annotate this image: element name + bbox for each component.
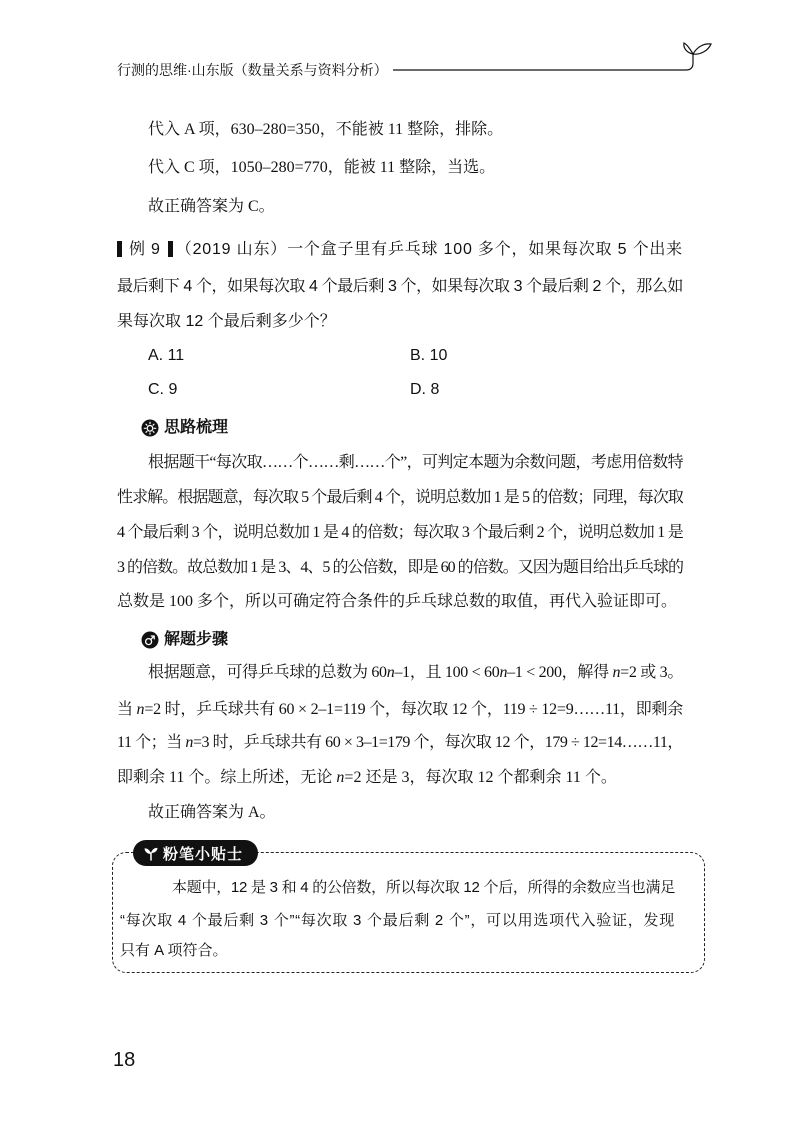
text-segment: =2 时，乒乓球共有 60 × 2–1=119 个，每次取 12 个，119 ÷ 12=9……11，即剩余 xyxy=(144,701,683,718)
tip-label xyxy=(133,840,258,866)
variable-n: n xyxy=(499,664,508,681)
tip-line: “每次取 4 个最后剩 3 个”“每次取 3 个最后剩 2 个”，可以用选项代入验证，发现 xyxy=(120,912,675,929)
solution-line xyxy=(117,732,683,754)
label-bar-left xyxy=(117,241,122,257)
analysis-line: 总数是 100 多个，所以可确定符合条件的乒乓球总数的取值，再代入验证即可。 xyxy=(117,593,678,610)
tip-line: 本题中，12 是 3 和 4 的公倍数，所以每次取 12 个后，所得的余数应当也满足 xyxy=(172,879,675,896)
solution-line xyxy=(117,767,683,789)
analysis-heading: 思路梳理 xyxy=(164,419,229,436)
text-segment: 即剩余 11 个。综上所述，无论 xyxy=(117,769,337,786)
tip-label-text: 粉笔小贴士 xyxy=(163,845,244,863)
question-text: 一个盒子里有乒乓球 100 多个，如果每次取 5 个出来 xyxy=(287,241,683,258)
example-label: 例 9 xyxy=(129,241,161,258)
text-segment: =2 或 3。 xyxy=(620,664,683,681)
variable-n: n xyxy=(612,664,621,681)
text-segment: 11 个；当 xyxy=(117,734,186,751)
question-line: 果每次取 12 个最后剩多少个？ xyxy=(117,313,336,330)
analysis-line: 3 的倍数。故总数加 1 是 3、4、5 的公倍数，即是 60 的倍数。又因为题目给出乒乓球的 xyxy=(117,559,683,576)
running-header-title: 行测的思维·山东版（数量关系与资料分析） xyxy=(117,61,393,79)
intro-line: 代入 C 项，1050–280=770，能被 11 整除，当选。 xyxy=(148,159,496,176)
sprout-icon xyxy=(143,845,159,861)
intro-answer-line: 故正确答案为 C。 xyxy=(148,198,275,215)
option-a: A. 11 xyxy=(148,347,185,364)
question-line: 最后剩下 4 个，如果每次取 4 个最后剩 3 个，如果每次取 3 个最后剩 2 个，那么如 xyxy=(117,278,683,295)
variable-n: n xyxy=(185,734,193,751)
option-d: D. 8 xyxy=(410,381,440,398)
text-segment: 当 xyxy=(117,701,137,718)
analysis-line: 根据题干“每次取……个……剩……个”，可判定本题为余数问题，考虑用倍数特 xyxy=(148,454,683,471)
text-segment: 根据题意，可得乒乓球的总数为 60 xyxy=(148,664,387,681)
intro-line: 代入 A 项，630–280=350，不能被 11 整除，排除。 xyxy=(148,121,504,138)
solution-heading: 解题步骤 xyxy=(164,631,229,648)
question-line xyxy=(117,239,683,261)
option-b: B. 10 xyxy=(410,347,448,364)
solution-line xyxy=(148,662,683,684)
key-icon xyxy=(141,631,159,649)
lightbulb-icon xyxy=(141,419,159,437)
text-segment: –1，且 100 < 60 xyxy=(394,664,500,681)
analysis-line: 性求解。根据题意，每次取 5 个最后剩 4 个，说明总数加 1 是 5 的倍数；同理，每次取 xyxy=(117,489,683,506)
analysis-line: 4 个最后剩 3 个，说明总数加 1 是 4 的倍数；每次取 3 个最后剩 2 个，说明总数加 1 是 xyxy=(117,524,683,541)
text-segment: =2 还是 3，每次取 12 个都剩余 11 个。 xyxy=(344,769,617,786)
label-bar-right xyxy=(168,241,173,257)
example-source: （2019 山东） xyxy=(175,241,288,258)
solution-line xyxy=(117,699,683,721)
text-segment: =3 时，乒乓球共有 60 × 3–1=179 个，每次取 12 个，179 ÷ 12=14……11， xyxy=(192,734,683,751)
text-segment: –1 < 200，解得 xyxy=(507,664,613,681)
variable-n: n xyxy=(386,664,395,681)
variable-n: n xyxy=(136,701,145,718)
page-number: 18 xyxy=(113,1049,136,1071)
variable-n: n xyxy=(336,769,345,786)
answer-line: 故正确答案为 A。 xyxy=(148,804,276,821)
tip-line: 只有 A 项符合。 xyxy=(120,942,228,959)
option-c: C. 9 xyxy=(148,381,178,398)
